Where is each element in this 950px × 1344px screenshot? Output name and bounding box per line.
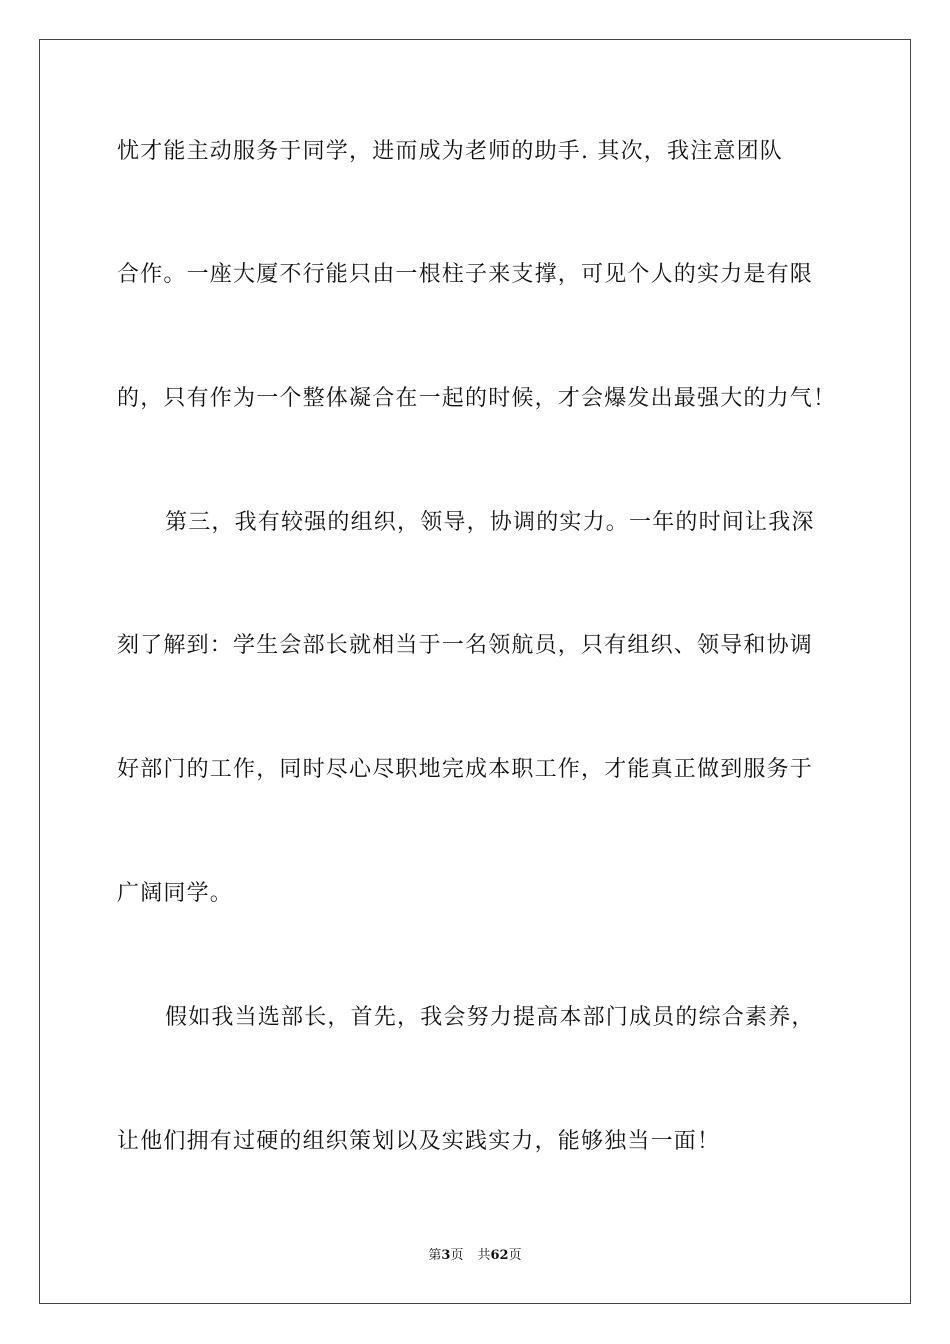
total-pages: 62 xyxy=(490,1248,509,1263)
total-prefix: 共 xyxy=(477,1248,491,1263)
text-line: 合作。一座大厦不行能只由一根柱子来支撑，可见个人的实力是有限 xyxy=(117,262,814,287)
text-line: 广阔同学。 xyxy=(117,881,234,906)
page-frame xyxy=(39,39,911,1304)
text-line: 忧才能主动服务于同学，进而成为老师的助手. 其次，我注意团队 xyxy=(117,139,783,164)
total-suffix: 页 xyxy=(508,1248,522,1263)
text-line: 让他们拥有过硬的组织策划以及实践实力，能够独当一面！ xyxy=(117,1129,721,1154)
paragraph-start-line: 第三，我有较强的组织，领导，协调的实力。一年的时间让我深 xyxy=(165,510,815,535)
text-line: 好部门的工作，同时尽心尽职地完成本职工作，才能真正做到服务于 xyxy=(117,757,814,782)
text-line: 的，只有作为一个整体凝合在一起的时候，才会爆发出最强大的力气！ xyxy=(117,386,837,411)
text-line: 刻了解到：学生会部长就相当于一名领航员，只有组织、领导和协调 xyxy=(117,633,814,658)
page-prefix: 第 xyxy=(428,1248,442,1263)
page-suffix: 页 xyxy=(450,1248,464,1263)
page-number: 3 xyxy=(441,1248,451,1263)
paragraph-start-line: 假如我当选部长，首先，我会努力提高本部门成员的综合素养， xyxy=(165,1005,815,1030)
page-footer xyxy=(0,1247,950,1265)
